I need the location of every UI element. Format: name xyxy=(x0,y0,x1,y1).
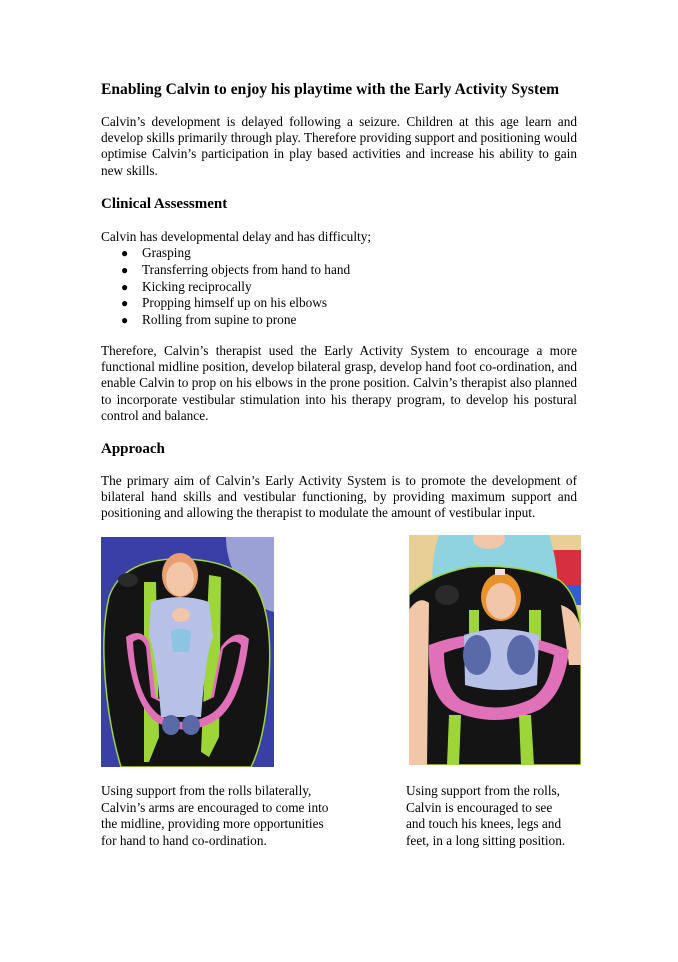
list-item xyxy=(101,245,350,262)
figure-caption-left xyxy=(101,783,328,849)
caption-line: feet, in a long sitting position. xyxy=(406,832,566,848)
caption-line: for hand to hand co-ordination. xyxy=(101,832,267,848)
list-item-text: Transferring objects from hand to hand xyxy=(142,261,351,277)
photo-long-sitting-in-activity-system xyxy=(409,535,581,765)
baby-supine-illustration xyxy=(101,537,274,767)
list-item xyxy=(101,312,350,329)
list-item-text: Propping himself up on his elbows xyxy=(142,295,328,311)
list-item-text: Grasping xyxy=(142,245,191,260)
bullet-icon: ● xyxy=(121,313,129,328)
bullet-icon: ● xyxy=(121,279,129,294)
section-heading-clinical-assessment: Clinical Assessment xyxy=(101,196,228,212)
approach-body-paragraph: The primary aim of Calvin’s Early Activity System is to promote the development of bilateral hand skills and vestibular functioning, by providing maximum support and positioning and allowing the therapist to modulate the amount of vestibular input. xyxy=(101,473,577,521)
caption-line: the midline, providing more opportunities xyxy=(101,816,324,832)
bullet-icon: ● xyxy=(121,296,129,311)
caption-line: Calvin’s arms are encouraged to come into xyxy=(101,799,329,815)
caption-line: Using support from the rolls, xyxy=(406,783,561,798)
assessment-body-paragraph: Therefore, Calvin’s therapist used the Early Activity System to encourage a more functional midline position, develop bilateral grasp, develop hand foot co-ordination, and enable Calvin to prop on his elbows in the prone position. Calvin’s therapist also planned to incorporate vestibular stimulation into his therapy program, to develop his postural control and balance. xyxy=(101,343,577,423)
baby-long-sitting-illustration xyxy=(409,535,581,765)
document-title: Enabling Calvin to enjoy his playtime with the Early Activity System xyxy=(101,81,560,98)
list-item-text: Rolling from supine to prone xyxy=(142,312,297,328)
list-item-text: Kicking reciprocally xyxy=(142,278,252,294)
difficulty-list xyxy=(101,245,350,329)
list-item xyxy=(101,295,350,312)
bullet-icon: ● xyxy=(121,246,129,260)
intro-paragraph: Calvin’s development is delayed following a seizure. Children at this age learn and develop skills primarily through play. Therefore providing support and positioning would optimise Calvin’s participation in play based activities and increase his ability to gain new skills. xyxy=(101,114,577,178)
caption-line: Using support from the rolls bilaterally, xyxy=(101,783,312,798)
list-item xyxy=(101,262,350,279)
assessment-lead-text: Calvin has developmental delay and has difficulty; xyxy=(101,229,372,244)
section-heading-approach: Approach xyxy=(101,441,165,457)
list-item xyxy=(101,279,350,296)
caption-line: Calvin is encouraged to see xyxy=(406,799,553,815)
figure-caption-right xyxy=(406,783,565,849)
caption-line: and touch his knees, legs and xyxy=(406,816,562,832)
photo-supine-in-activity-system xyxy=(101,537,274,767)
bullet-icon: ● xyxy=(121,262,129,277)
